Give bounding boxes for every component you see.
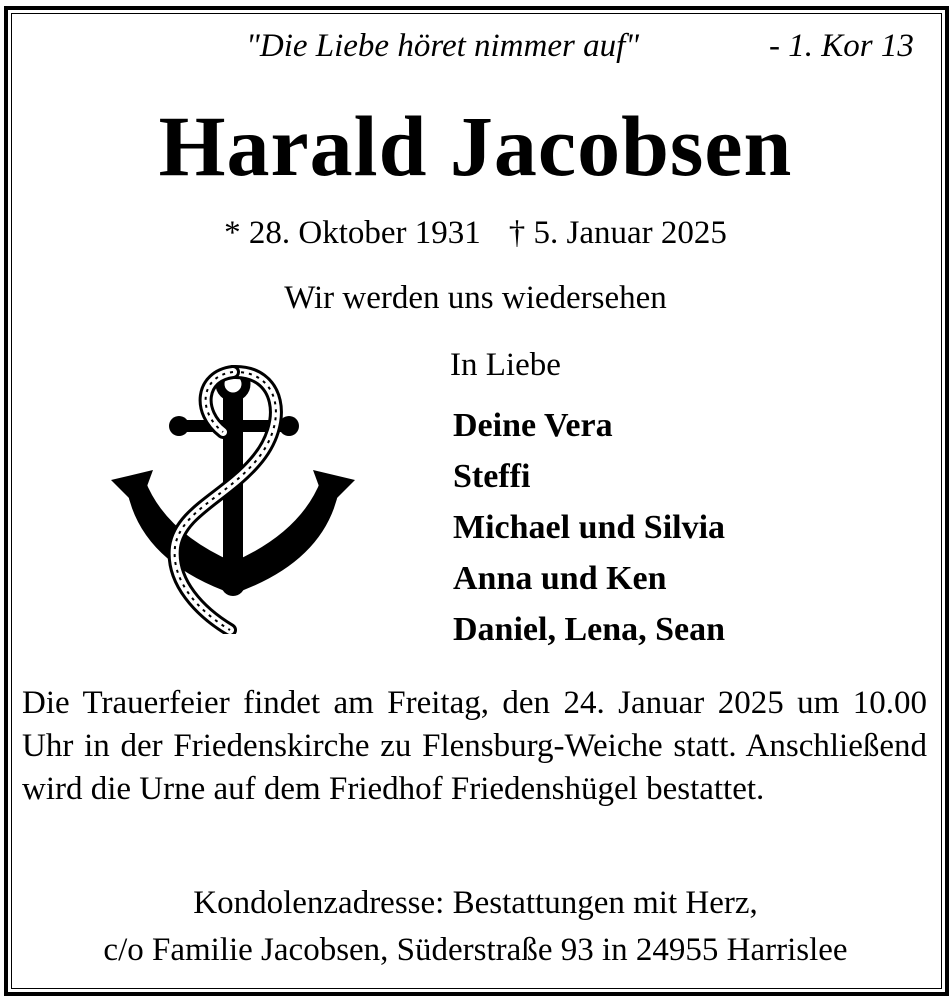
mourner-name: Steffi — [453, 458, 531, 495]
anchor-with-rope-icon — [105, 362, 365, 634]
mourner-name: Anna und Ken — [453, 560, 667, 597]
mourners-intro: In Liebe — [450, 347, 561, 383]
mourners-list — [453, 400, 725, 655]
motto: Wir werden uns wiedersehen — [284, 280, 667, 316]
condolence-line-2: c/o Familie Jacobsen, Süderstraße 93 in 24955 Harrislee — [103, 932, 848, 968]
mourner-name: Michael und Silvia — [453, 509, 726, 546]
life-dates — [0, 215, 951, 252]
funeral-announcement — [22, 682, 927, 811]
condolence-line-1: Kondolenzadresse: Bestattungen mit Herz, — [193, 885, 758, 921]
funeral-announcement-text: Die Trauerfeier findet am Freitag, den 24. Januar 2025 um 10.00 Uhr in der Friedenskirche zu Flensburg-Weiche statt. Anschließend wird die Urne auf dem Friedhof Friedenshügel bestattet. — [22, 685, 927, 807]
deceased-name: Harald Jacobsen — [158, 98, 793, 194]
mourner-name: Daniel, Lena, Sean — [453, 611, 726, 648]
bible-quote: "Die Liebe höret nimmer auf" — [246, 28, 640, 64]
death-date: † 5. Januar 2025 — [508, 215, 727, 251]
bible-reference: - 1. Kor 13 — [769, 28, 914, 64]
birth-date: * 28. Oktober 1931 — [224, 215, 481, 251]
condolence-address — [0, 880, 951, 974]
mourner-name: Deine Vera — [453, 407, 613, 444]
